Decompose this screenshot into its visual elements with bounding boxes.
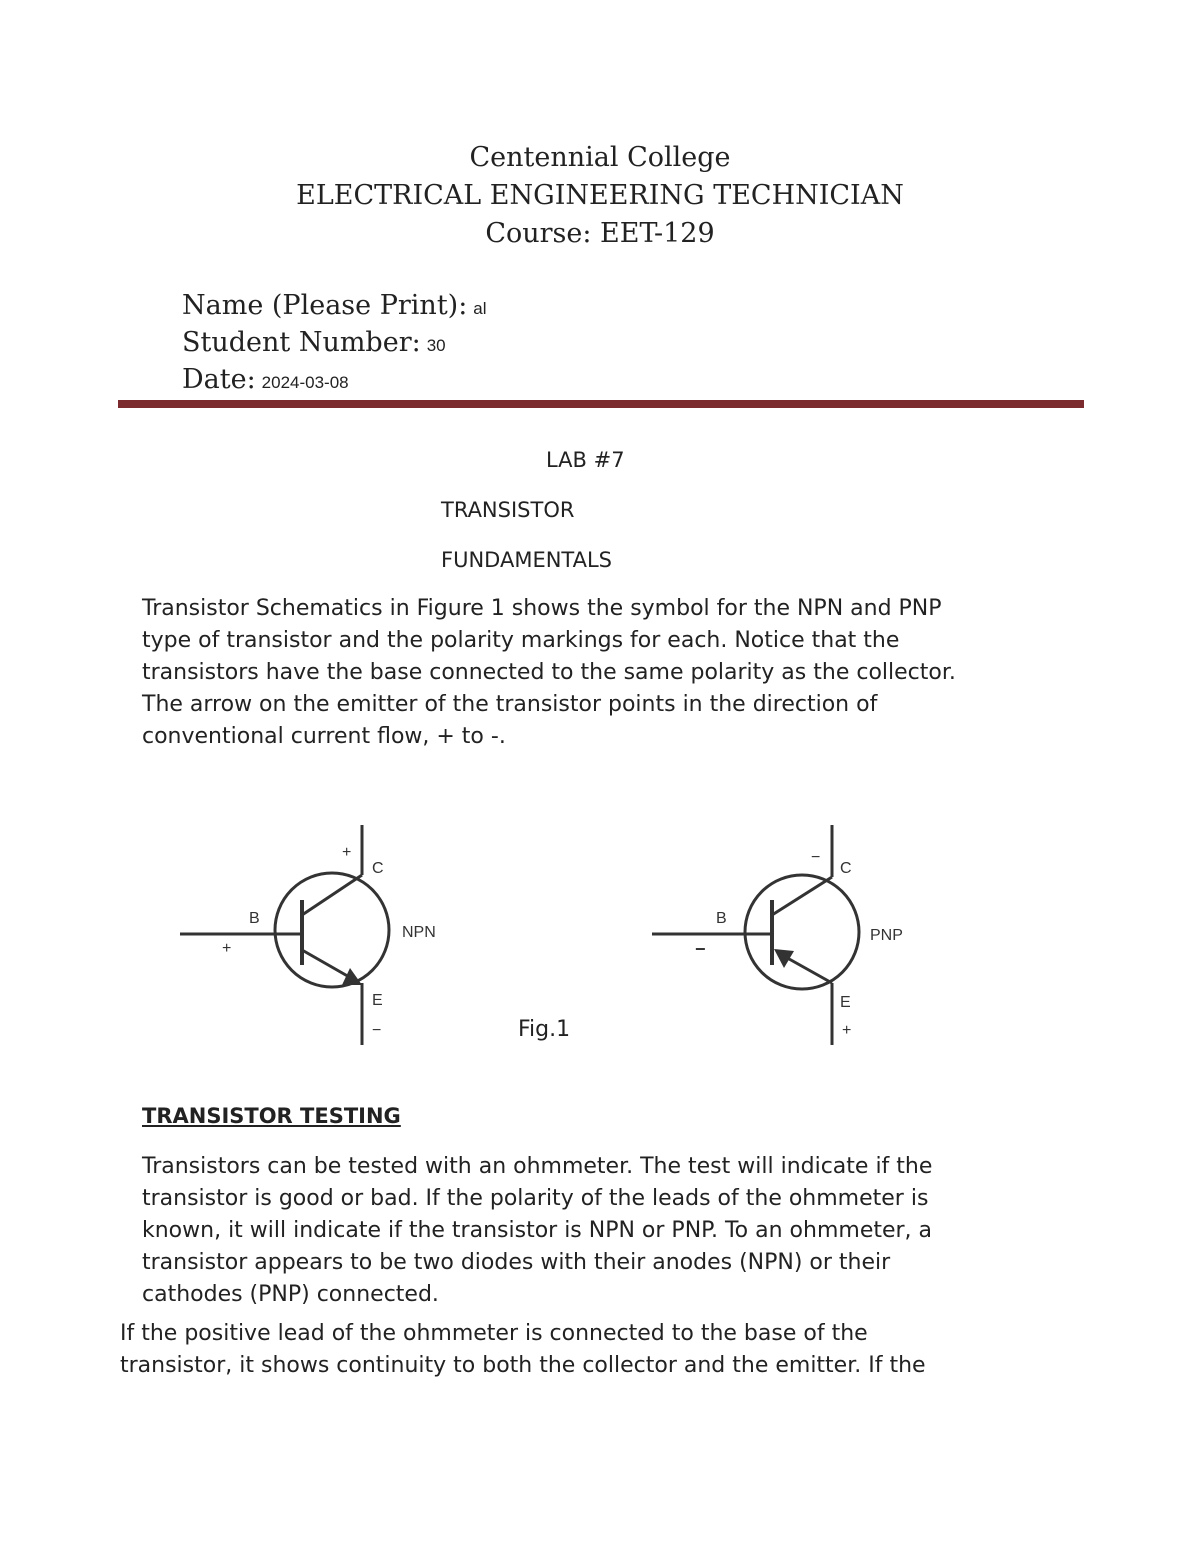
pnp-base-polarity: − (695, 939, 706, 959)
npn-emitter-polarity: − (372, 1022, 382, 1039)
ohmmeter-line: transistor, it shows continuity to both the collector and the emitter. If the (120, 1353, 926, 1378)
pnp-emitter-label: E (840, 994, 851, 1011)
intro-paragraph (142, 593, 956, 753)
course-code: Course: EET-129 (485, 218, 715, 249)
figure-caption: Fig.1 (518, 1017, 571, 1042)
intro-line: Transistor Schematics in Figure 1 shows the symbol for the NPN and PNP (142, 596, 942, 621)
pnp-symbol (652, 825, 859, 1045)
pnp-collector-polarity: − (811, 849, 821, 866)
date-field (182, 364, 349, 395)
testing-line: cathodes (PNP) connected. (142, 1282, 439, 1307)
pnp-collector-label: C (840, 860, 852, 877)
npn-emitter-arrow (342, 968, 362, 985)
pnp-base-label: B (716, 910, 727, 927)
npn-symbol (180, 825, 389, 1045)
lab-title-line2: FUNDAMENTALS (441, 548, 613, 572)
testing-line: transistor appears to be two diodes with their anodes (NPN) or their (142, 1250, 891, 1275)
npn-circle (275, 873, 389, 987)
npn-emitter-label: E (372, 992, 383, 1009)
intro-line: type of transistor and the polarity markings for each. Notice that the (142, 628, 900, 653)
college-name: Centennial College (469, 142, 731, 173)
student-number-value: 30 (426, 336, 446, 355)
npn-base-polarity: + (222, 940, 232, 957)
lab-title-line1: TRANSISTOR (441, 498, 575, 522)
pnp-circle (745, 875, 859, 989)
transistor-schematic-figure (170, 815, 1030, 1055)
intro-line: The arrow on the emitter of the transistor points in the direction of (142, 692, 878, 717)
npn-collector-polarity: + (342, 844, 352, 861)
section-heading-testing: TRANSISTOR TESTING (142, 1104, 401, 1128)
pnp-type-label: PNP (870, 927, 903, 944)
date-value: 2024-03-08 (261, 373, 349, 392)
ohmmeter-line: If the positive lead of the ohmmeter is connected to the base of the (120, 1321, 868, 1346)
student-number-label: Student Number: (182, 327, 421, 358)
testing-paragraph (142, 1151, 932, 1311)
npn-collector-line (302, 875, 362, 915)
pnp-emitter-polarity: + (842, 1022, 852, 1039)
name-field (182, 290, 487, 321)
pnp-collector-line (772, 877, 832, 915)
student-number-field (182, 327, 446, 358)
intro-line: transistors have the base connected to the same polarity as the collector. (142, 660, 956, 685)
name-value: al (473, 299, 487, 318)
testing-line: transistor is good or bad. If the polarity of the leads of the ohmmeter is (142, 1186, 929, 1211)
name-label: Name (Please Print): (182, 290, 468, 321)
ohmmeter-paragraph (120, 1318, 926, 1382)
npn-type-label: NPN (402, 924, 436, 941)
testing-line: known, it will indicate if the transistor is NPN or PNP. To an ohmmeter, a (142, 1218, 933, 1243)
header-divider (118, 400, 1084, 408)
pnp-emitter-line (782, 955, 832, 983)
npn-base-label: B (249, 910, 260, 927)
intro-line: conventional current flow, + to -. (142, 724, 506, 749)
testing-line: Transistors can be tested with an ohmmeter. The test will indicate if the (142, 1154, 933, 1179)
npn-collector-label: C (372, 860, 384, 877)
lab-number: LAB #7 (546, 448, 625, 472)
program-name: ELECTRICAL ENGINEERING TECHNICIAN (296, 180, 904, 211)
date-label: Date: (182, 364, 256, 395)
